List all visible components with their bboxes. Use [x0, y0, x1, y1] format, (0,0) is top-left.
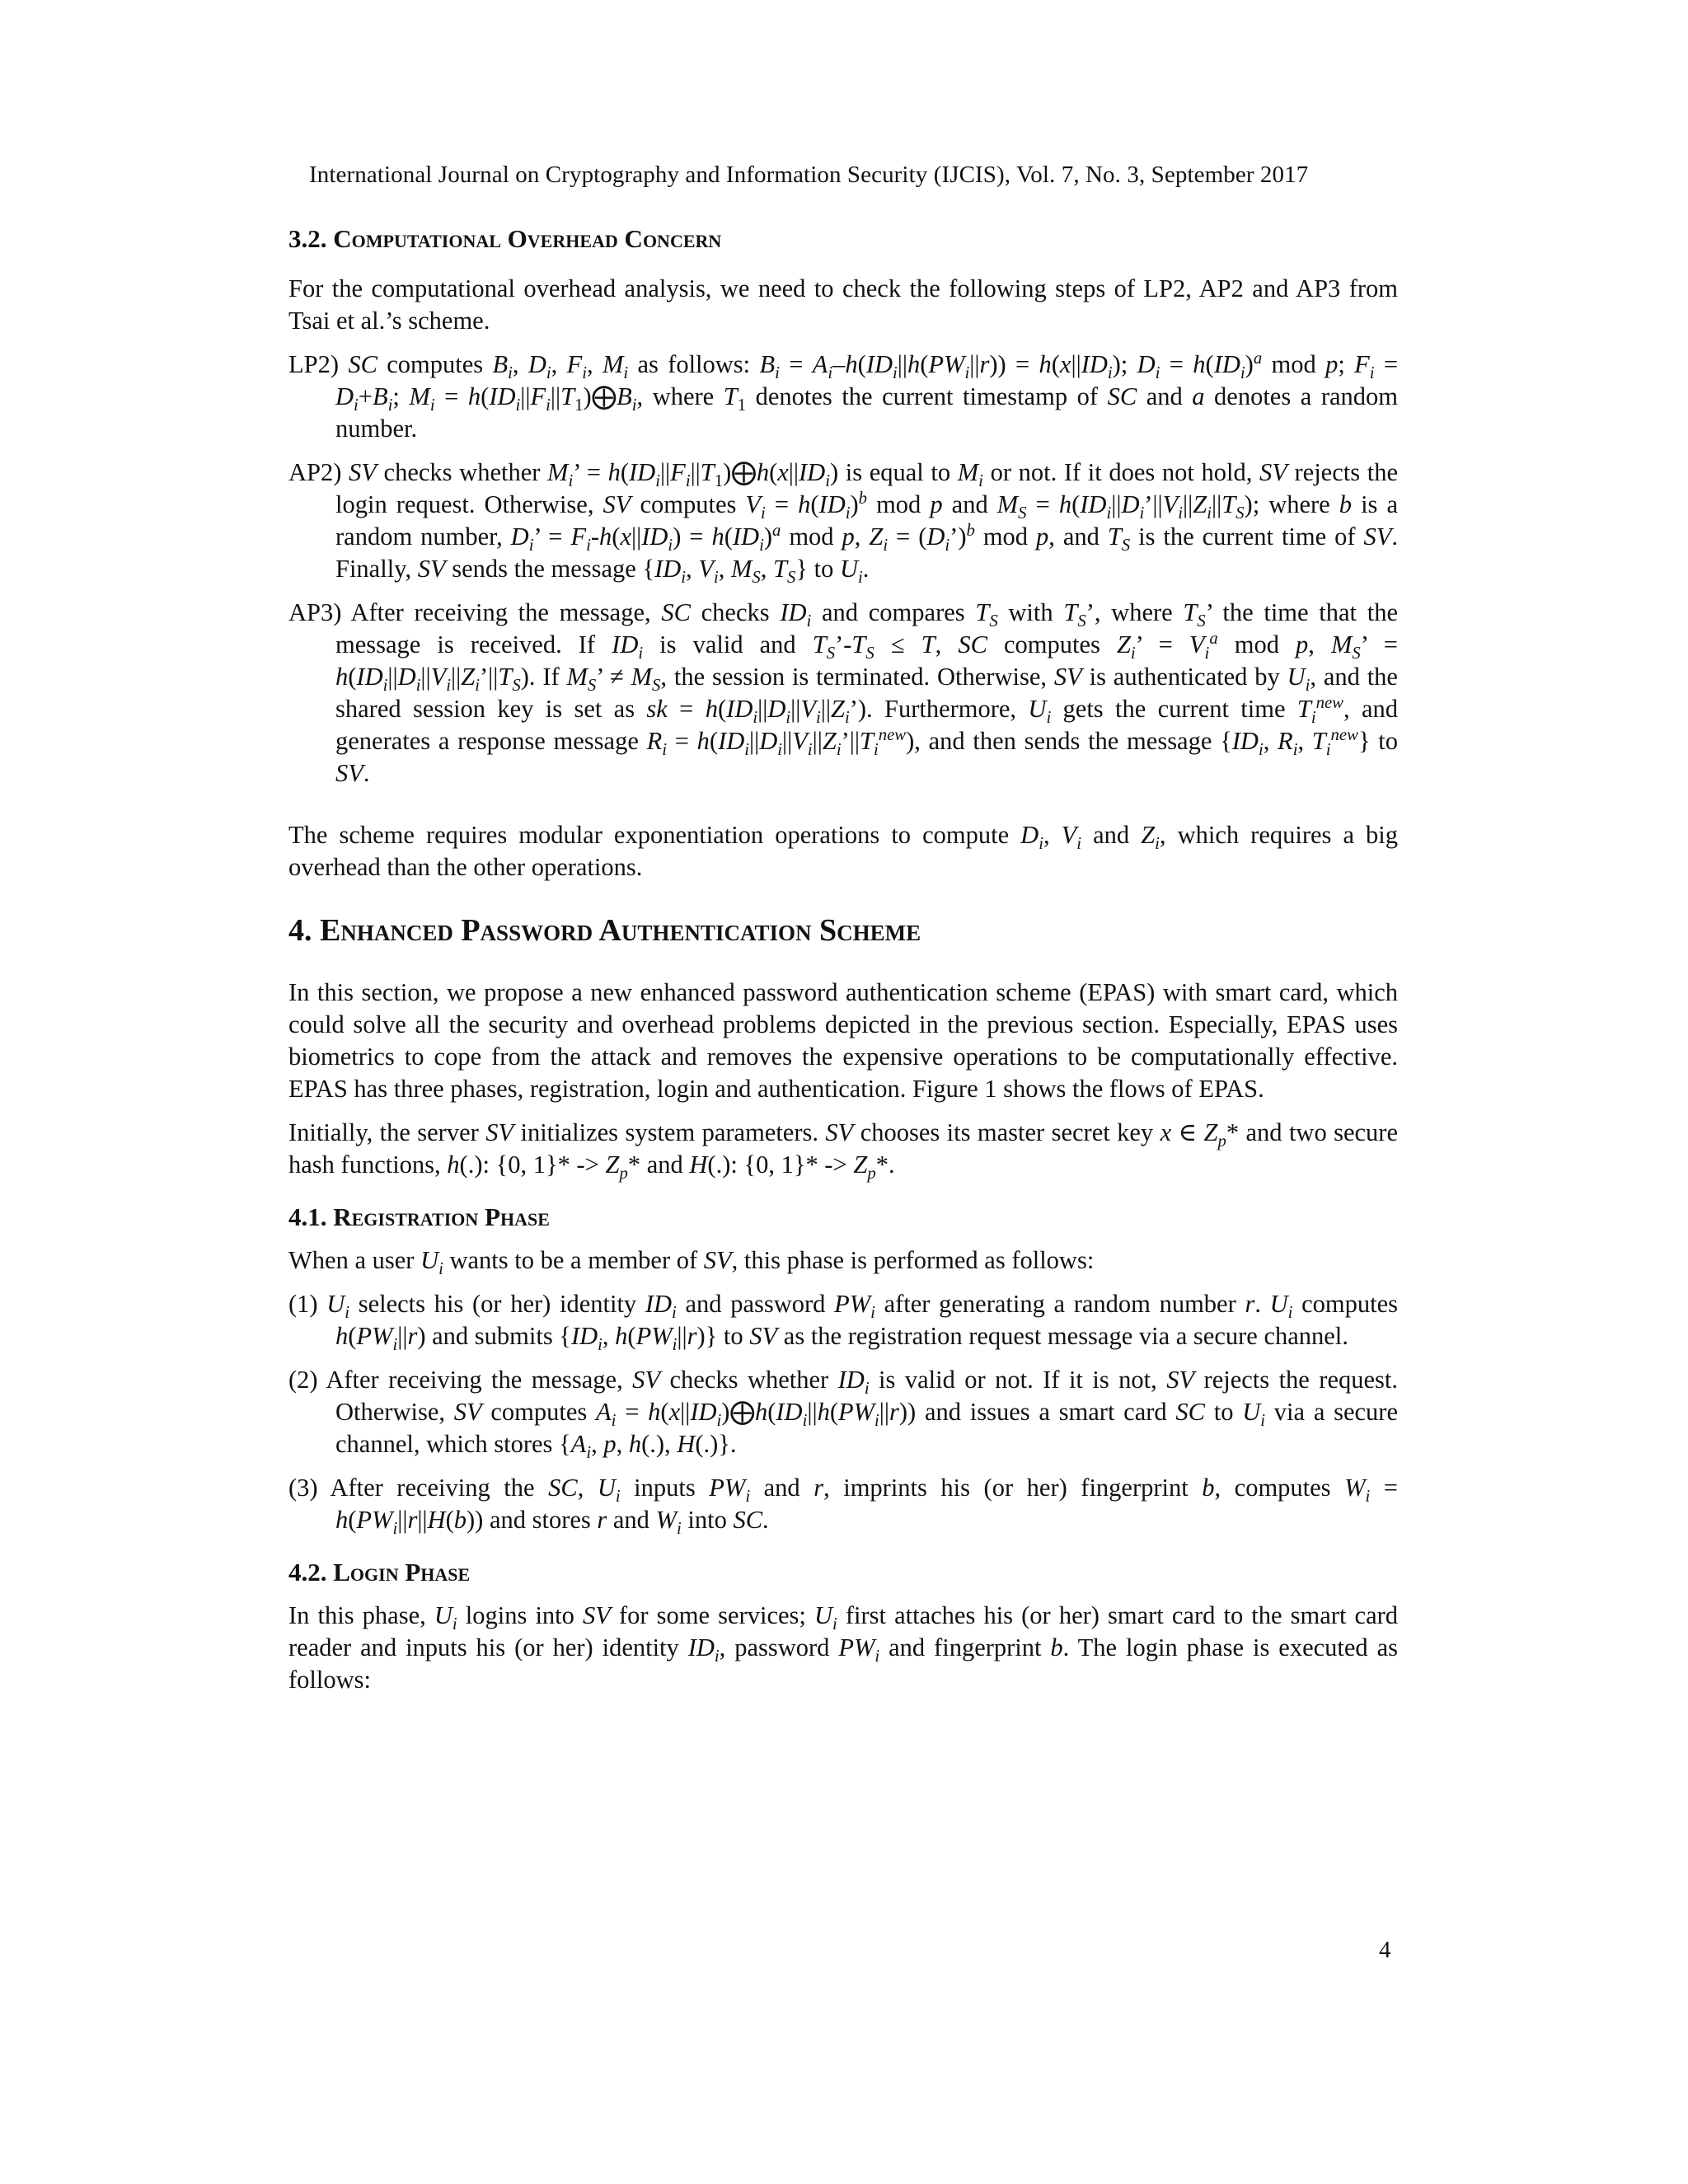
- step-ap2: AP2) SV checks whether $M_i$’ = $h(ID_i||F_i||T_1)⨁h(x||ID_i)$ is equal to $M_i$ or not. If it does not hold, SV rejects the login request. Otherwise, SV computes $V_i = h(ID_i)^b$ mod p and $M_S$ = $h(ID_i||D_i’||V_i||Z_i||T_S)$; where b is a random number, $D_i$’ = $F_i-h(x||ID_i) = h(ID_i)^a$ mod p, $Z_i$ = $(D_i’)^b$ mod p, and $T_S$ is the current time of SV. Finally, SV sends the message {$ID_i$, $V_i$, $M_S$, $T_S$} to $U_i$.: [288, 458, 1398, 588]
- section-number: 4.: [288, 913, 320, 948]
- paragraph: Initially, the server SV initializes system parameters. SV chooses its master secret key x ∈ $Z_p*$ and two secure hash functions, h(.): {0, $1\}* -> Z_p*$ and H(.): {0, $1\}* -> Z_p*$.: [288, 1118, 1398, 1183]
- paragraph: When a user $U_i$ wants to be a member of SV, this phase is performed as follows:: [288, 1246, 1095, 1279]
- section-number: 4.2.: [288, 1558, 334, 1586]
- paragraph: For the computational overhead analysis, we need to check the following steps of LP2, AP2 and AP3 from Tsai et al.’s scheme.: [288, 274, 1398, 335]
- body-content: [288, 223, 1398, 1708]
- registration-step-3: (3) After receiving the SC, $U_i$ inputs $PW_i$ and r, imprints his (or her) fingerprint b, computes $W_i = h(PW_i||r||H(b))$ and stores r and $W_i$ into SC.: [288, 1474, 1398, 1539]
- section-number: 4.1.: [288, 1202, 334, 1231]
- step-ap3: AP3) After receiving the message, SC checks $ID_i$ and compares $T_S$ with $T_S$’, where $T_S$’ the time that the message is received. If $ID_i$ is valid and $T_S’-T_S \le T$, SC computes $Z_i$’ = $V_i^a$ mod p, $M_S$’ = $h(ID_i||D_i||V_i||Z_i’||T_S)$. If $M_S$’ ≠ $M_S$, the session is terminated. Otherwise, SV is authenticated by $U_i$, and the shared session key is set as sk = $h(ID_i||D_i||V_i||Z_i’)$. Furthermore, $U_i$ gets the current time $T_i^{new}$, and generates a response message $R_i$ = $h(ID_i||D_i||V_i||Z_i’||T_i^{new})$, and then sends the message {$ID_i$, $R_i$, $T_i^{new}$} to SV.: [288, 598, 1399, 787]
- section-heading-3-2: [288, 223, 1398, 255]
- registration-step-2: (2) After receiving the message, SV checks whether $ID_i$ is valid or not. If it is not, SV rejects the request. Otherwise, SV computes $A_i$ = $h(x||ID_i)⨁h(ID_i||h(PW_i||r))$ and issues a smart card SC to $U_i$ via a secure channel, which stores {$A_i$, p, h(.), H(.)}.: [288, 1366, 1398, 1463]
- section-heading-4-1: [288, 1201, 1398, 1233]
- running-header: International Journal on Cryptography and Information Security (IJCIS), Vol. 7, No. 3, September 2017: [309, 162, 1309, 188]
- paragraph: In this phase, $U_i$ logins into SV for some services; $U_i$ first attaches his (or her) smart card to the smart card reader and inputs his (or her) identity $ID_i$, password $PW_i$ and fingerprint b. The login phase is executed as follows:: [288, 1601, 1399, 1694]
- section-heading-4-2: [288, 1556, 1398, 1588]
- section-title: Registration Phase: [333, 1202, 550, 1231]
- paragraph: The scheme requires modular exponentiation operations to compute $D_i$, $V_i$ and $Z_i$, which requires a big overhead than the other operations.: [288, 821, 1399, 881]
- section-title: Computational Overhead Concern: [333, 224, 722, 253]
- section-heading-4: [288, 915, 1398, 947]
- section-title: Login Phase: [333, 1558, 471, 1586]
- section-title: Enhanced Password Authentication Scheme: [320, 913, 921, 948]
- step-lp2: LP2) SC computes $B_i$, $D_i$, $F_i$, $M_i$ as follows: $B_i = A_i-h(ID_i||h(PW_i||r)) = h(x||ID_i)$; $D_i = h(ID_i)^a$ mod p; $F_i = D_i+B_i$; $M_i$ = $h(ID_i||F_i||T_1)⨁B_i$, where $T_1$ denotes the current timestamp of SC and a denotes a random number.: [288, 349, 1399, 443]
- registration-step-1: (1) $U_i$ selects his (or her) identity $ID_i$ and password $PW_i$ after generating a random number r. $U_i$ computes $h(PW_i||r)$ and submits {$ID_i$, $h(PW_i||r)$} to SV as the registration request message via a secure channel.: [288, 1290, 1398, 1355]
- page-number: 4: [1379, 1937, 1391, 1963]
- section-number: 3.2.: [288, 224, 334, 253]
- paragraph: In this section, we propose a new enhanced password authentication scheme (EPAS) with smart card, which could solve all the security and overhead problems depicted in the previous section. Especially, EPAS uses biometrics to cope from the attack and removes the expensive operations to be computationally effective. EPAS has three phases, registration, login and authentication. Figure 1 shows the flows of EPAS.: [288, 978, 1398, 1103]
